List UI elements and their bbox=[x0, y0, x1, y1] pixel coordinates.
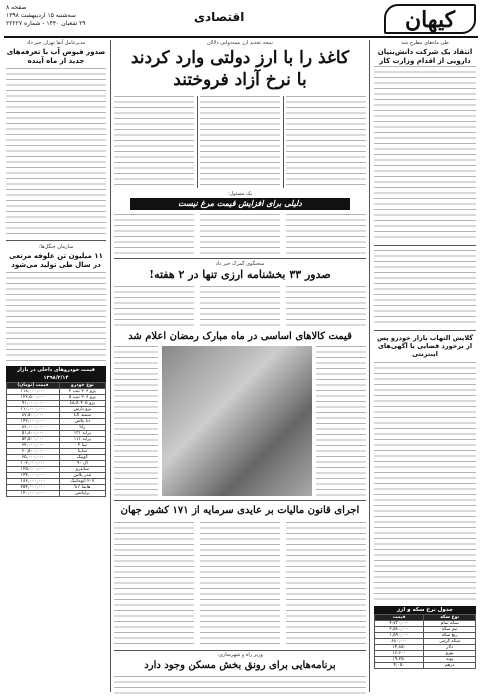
currency-table bbox=[374, 606, 476, 669]
table-cell: ۱۴۲,۰۰۰,۰۰۰ bbox=[7, 419, 60, 425]
table-cell: ۴,۰۵۰ bbox=[375, 663, 424, 669]
issue-info bbox=[6, 4, 86, 28]
table-cell: ۵۱,۸۰۰,۰۰۰ bbox=[7, 431, 60, 437]
divider bbox=[114, 500, 366, 501]
table-cell: ۶۰,۵۰۰,۰۰۰ bbox=[7, 449, 60, 455]
export-story-kicker: سخنگوی گمرک خبر داد bbox=[215, 261, 265, 267]
table-cell: ۱۱۰,۰۰۰,۰۰۰ bbox=[7, 407, 60, 413]
table-cell: ۱۴۴,۰۰۰,۰۰۰ bbox=[7, 473, 60, 479]
table-cell: پژو ۴۰۵ GLX bbox=[59, 401, 105, 407]
car-price-table bbox=[6, 366, 106, 497]
left-story-kicker: مدیرعامل آبفا تهران خبر داد bbox=[26, 40, 86, 46]
table-cell: سکه تمام bbox=[424, 621, 476, 627]
left-story bbox=[6, 40, 106, 66]
column-divider bbox=[197, 96, 198, 188]
table-cell: سکه گرمی bbox=[424, 639, 476, 645]
table-cell: سمند LX bbox=[59, 413, 105, 419]
table-cell: ۲۰۷ اتوماتیک bbox=[59, 479, 105, 485]
right-story-kicker: طی ماه‌های مطرح شد bbox=[401, 40, 449, 46]
table-cell: ۱۰۲,۰۰۰,۰۰۰ bbox=[7, 461, 60, 467]
table-cell: ۱۲۶,۵۰۰,۰۰۰ bbox=[7, 395, 60, 401]
chicken-col-3 bbox=[286, 214, 366, 254]
issue-line: ۲۹ شعبان ۱۴۴۰ - شماره ۲۲۲۲۷ bbox=[6, 20, 86, 27]
housing-body bbox=[114, 676, 366, 694]
table-cell: ۱۲۰,۰۰۰,۰۰۰ bbox=[7, 491, 60, 497]
left-story2-headline: ۱۱ میلیون تن علوفه مرتعی در سال طی تولید می‌شود bbox=[9, 252, 103, 269]
main-story-kicker: نتیجه تجدید ارز نیمه‌دولتی دلالان bbox=[206, 40, 274, 46]
table-cell: ۱۹,۲۵۰ bbox=[375, 657, 424, 663]
table-cell: ۱۲۵,۰۰۰,۰۰۰ bbox=[7, 467, 60, 473]
table-cell: برلیانس bbox=[59, 491, 105, 497]
table-cell: پراید ۱۱۱ bbox=[59, 437, 105, 443]
chicken-col-1 bbox=[114, 214, 194, 254]
masthead-rule bbox=[4, 36, 478, 38]
column-divider bbox=[369, 40, 370, 692]
main-story-col-3 bbox=[286, 96, 366, 188]
tax-col-3 bbox=[286, 522, 366, 646]
divider bbox=[374, 245, 476, 246]
table-cell: ۵۳,۵۰۰,۰۰۰ bbox=[7, 437, 60, 443]
table-cell: پژو ۲۰۶ تیپ ۵ bbox=[59, 395, 105, 401]
table-cell: نیم سکه bbox=[424, 627, 476, 633]
housing-story-headline: برنامه‌هایی برای رونق بخش مسکن وجود دارد bbox=[144, 660, 336, 671]
table-cell: ۱۸۶,۰۰۰,۰۰۰ bbox=[7, 479, 60, 485]
car-header: قیمت (تومان) bbox=[7, 383, 60, 389]
table-cell: پوند bbox=[424, 657, 476, 663]
currency-header: نوع سکه bbox=[424, 615, 476, 621]
table-cell: پراید ۱۳۱ bbox=[59, 431, 105, 437]
export-story-headline: صدور ۳۳ بخشنامه ارزی تنها در ۲ هفته! bbox=[149, 268, 331, 281]
table-cell: تیبا ۲ bbox=[59, 443, 105, 449]
right-story-body bbox=[374, 66, 476, 241]
main-story-col-1 bbox=[114, 96, 194, 188]
car-price-table-title: قیمت خودروهای داخلی در بازار ۱۳۹۸/۲/۱۴ bbox=[6, 366, 106, 382]
left-story-body bbox=[6, 68, 106, 236]
table-cell: درهم bbox=[424, 663, 476, 669]
table-cell: ۸۶,۰۰۰,۰۰۰ bbox=[7, 425, 60, 431]
table-cell: کوییک bbox=[59, 455, 105, 461]
divider bbox=[6, 240, 106, 241]
car-header: نوع خودرو bbox=[59, 383, 105, 389]
section-title: اقتصادی bbox=[194, 10, 245, 24]
currency-header: قیمت bbox=[375, 615, 424, 621]
table-cell: ۴,۷۳۰,۰۰۰ bbox=[375, 621, 424, 627]
main-story-headline-1: کاغذ را با ارز دولتی وارد کردند bbox=[130, 48, 350, 68]
table-cell: پژو ۲۰۶ تیپ ۲ bbox=[59, 389, 105, 395]
tax-story-headline: اجرای قانون مالیات بر عایدی سرمایه از ۱۷۱ کشور جهان bbox=[120, 505, 360, 516]
tax-col-2 bbox=[200, 522, 280, 646]
table-cell: ربع سکه bbox=[424, 633, 476, 639]
table-cell: ۱۱۸,۰۰۰,۰۰۰ bbox=[7, 389, 60, 395]
table-cell: ۲,۵۸۰,۰۰۰ bbox=[375, 627, 424, 633]
tax-col-1 bbox=[114, 522, 194, 646]
table-cell: ساندرو bbox=[59, 467, 105, 473]
mid-banner-kicker: یک مسئول: bbox=[227, 191, 252, 197]
left-story2-body bbox=[6, 272, 106, 362]
food-photo bbox=[162, 346, 312, 496]
car-story-body bbox=[374, 362, 476, 600]
table-cell: ۱,۵۹۰,۰۰۰ bbox=[375, 633, 424, 639]
left-story2-kicker: سازمان جنگل‌ها: bbox=[38, 244, 74, 250]
table-cell: یورو bbox=[424, 651, 476, 657]
right-story bbox=[374, 40, 476, 66]
divider bbox=[114, 258, 366, 259]
table-row bbox=[375, 663, 476, 669]
mid-banner: دلیلی برای افزایش قیمت مرغ نیست bbox=[130, 198, 350, 210]
column-divider bbox=[283, 96, 284, 188]
table-cell: ۱۶,۶۰۰ bbox=[375, 651, 424, 657]
table-cell: تندر پلاس bbox=[59, 473, 105, 479]
ramadan-story-headline: قیمت کالاهای اساسی در ماه مبارک رمضان اعلام شد bbox=[128, 331, 352, 342]
main-story-col-2 bbox=[200, 96, 280, 188]
table-cell: دنا پلاس bbox=[59, 419, 105, 425]
table-cell: ۶۵,۰۰۰,۰۰۰ bbox=[7, 455, 60, 461]
date-line: سه‌شنبه ۱۵ اردیبهشت ۱۳۹۸ bbox=[6, 12, 76, 19]
right-story-headline: انتقاد یک شرکت دانش‌بنیان دارویی از اقدام وزارت کار bbox=[377, 48, 473, 65]
table-cell: هایما S7 bbox=[59, 485, 105, 491]
table-cell: ۹۱,۰۰۰,۰۰۰ bbox=[7, 401, 60, 407]
newspaper-logo: کیهان bbox=[384, 4, 476, 34]
table-cell: رانا bbox=[59, 425, 105, 431]
currency-table-title: جدول نرخ سکه و ارز bbox=[374, 606, 476, 614]
table-cell: ۸۷,۵۰۰,۰۰۰ bbox=[7, 413, 60, 419]
chicken-col-2 bbox=[200, 214, 280, 254]
column-divider bbox=[110, 40, 111, 692]
table-cell: ال ۹۰ bbox=[59, 461, 105, 467]
table-row bbox=[7, 491, 106, 497]
export-col-3 bbox=[286, 286, 366, 326]
table-cell: ۱۴,۸۵۰ bbox=[375, 645, 424, 651]
table-cell: پژو پارس bbox=[59, 407, 105, 413]
table-cell: ۶۲,۰۰۰,۰۰۰ bbox=[7, 443, 60, 449]
housing-story-kicker: وزیر راه و شهرسازی: bbox=[217, 652, 263, 658]
right-text-block bbox=[374, 250, 476, 325]
table-cell: دلار bbox=[424, 645, 476, 651]
divider bbox=[114, 650, 366, 651]
table-cell: ۸۸۰,۰۰۰ bbox=[375, 639, 424, 645]
table-cell: ساینا bbox=[59, 449, 105, 455]
export-col-2 bbox=[200, 286, 280, 326]
ramadan-col bbox=[114, 346, 158, 496]
ramadan-col-right bbox=[316, 346, 366, 496]
car-story-headline: گلایش التهاب بازار خودرو پس از برخورد قضایی با آگهی‌های اینترنتی bbox=[376, 334, 474, 358]
table-cell: ۲۵۴,۰۰۰,۰۰۰ bbox=[7, 485, 60, 491]
main-story-headline-2: با نرخ آزاد فروختند bbox=[173, 70, 307, 90]
left-story-headline: صدور قبوض آب با تعرفه‌های جدید از ماه آینده bbox=[6, 48, 106, 65]
masthead bbox=[4, 4, 478, 34]
left-story-2 bbox=[6, 244, 106, 270]
page-label: صفحه ۸ bbox=[6, 4, 27, 11]
export-col-1 bbox=[114, 286, 194, 326]
divider bbox=[374, 330, 476, 331]
